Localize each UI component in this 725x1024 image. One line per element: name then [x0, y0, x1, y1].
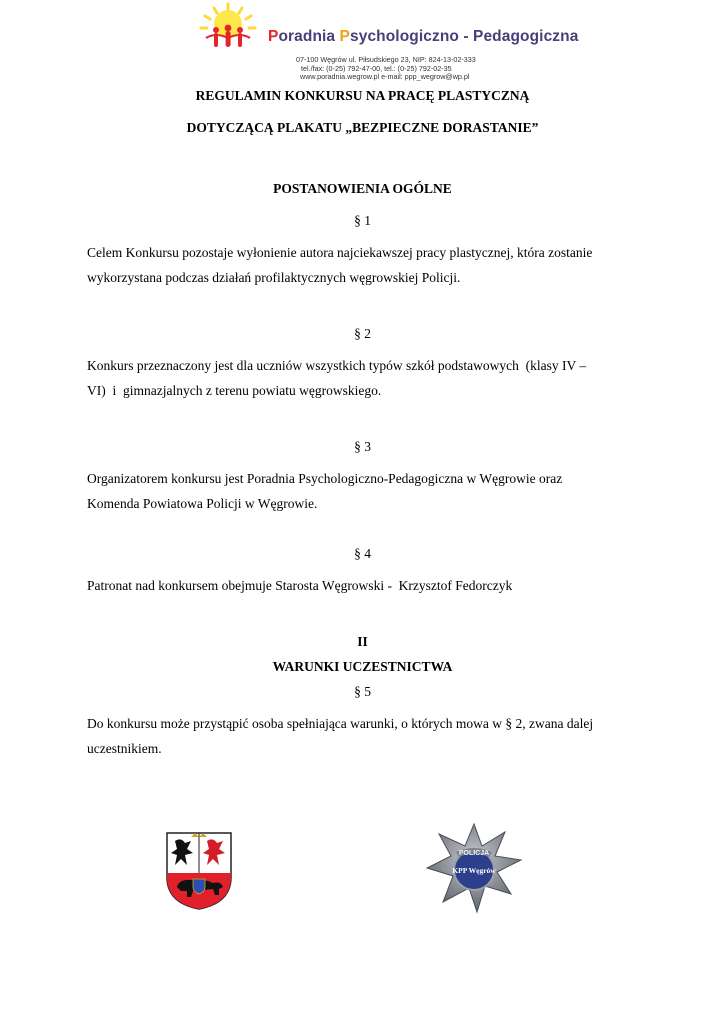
police-star-badge-icon — [425, 822, 523, 914]
paragraph1-text — [87, 240, 638, 290]
police-badge-top-text: POLICJA — [458, 850, 490, 857]
paragraph3-text — [87, 466, 638, 516]
paragraph2-line1: Konkurs przeznaczony jest dla uczniów wszystkich typów szkół podstawowych (klasy IV – — [87, 358, 587, 373]
section1-heading: POSTANOWIENIA OGÓLNE — [273, 181, 452, 196]
section2-number: II — [357, 634, 368, 649]
paragraph3-number: § 3 — [354, 439, 371, 454]
wegrow-county-coat-of-arms-icon — [165, 831, 233, 911]
police-badge-center-text: KPP Węgrów — [452, 866, 496, 875]
paragraph4-line1: Patronat nad konkursem obejmuje Starosta Węgrowski - Krzysztof Fedorczyk — [87, 578, 513, 593]
paragraph1-line2: wykorzystana podczas działań profilaktycznych węgrowskiej Policji. — [87, 270, 461, 285]
paragraph1-line1: Celem Konkursu pozostaje wyłonienie autora najciekawszej pracy plastycznej, która zostanie — [87, 245, 593, 260]
section2-heading: WARUNKI UCZESTNICTWA — [272, 659, 453, 674]
paragraph1-number: § 1 — [354, 213, 371, 228]
document-title-line2: DOTYCZĄCĄ PLAKATU „BEZPIECZNE DORASTANIE” — [186, 120, 539, 135]
organization-name: Poradnia Psychologiczno - Pedagogiczna — [268, 28, 579, 45]
sun-people-logo-icon — [196, 2, 260, 60]
paragraph4-text — [87, 573, 638, 598]
contact-phone: tel./fax: (0-25) 792-47-00, tel.: (0-25) 792-02-35 — [301, 64, 452, 73]
paragraph5-text — [87, 711, 638, 761]
paragraph2-line2: VI) i gimnazjalnych z terenu powiatu węgrowskiego. — [87, 383, 382, 398]
paragraph5-line1: Do konkursu może przystąpić osoba spełniająca warunki, o których mowa w § 2, zwana dalej — [87, 716, 594, 731]
paragraph3-line1: Organizatorem konkursu jest Poradnia Psychologiczno-Pedagogiczna w Węgrowie oraz — [87, 471, 563, 486]
contact-address: 07-100 Węgrów ul. Piłsudskiego 23, NIP: 824-13-02-333 — [296, 55, 476, 64]
paragraph5-number: § 5 — [354, 684, 371, 699]
document-title-line1: REGULAMIN KONKURSU NA PRACĘ PLASTYCZNĄ — [195, 88, 530, 103]
paragraph4-number: § 4 — [354, 546, 371, 561]
contact-web-email: www.poradnia.wegrow.pl e-mail: ppp_wegrow@wp.pl — [300, 72, 470, 81]
paragraph3-line2: Komenda Powiatowa Policji w Węgrowie. — [87, 496, 318, 511]
paragraph2-number: § 2 — [354, 326, 371, 341]
paragraph2-text — [87, 353, 638, 403]
paragraph5-line2: uczestnikiem. — [87, 741, 162, 756]
